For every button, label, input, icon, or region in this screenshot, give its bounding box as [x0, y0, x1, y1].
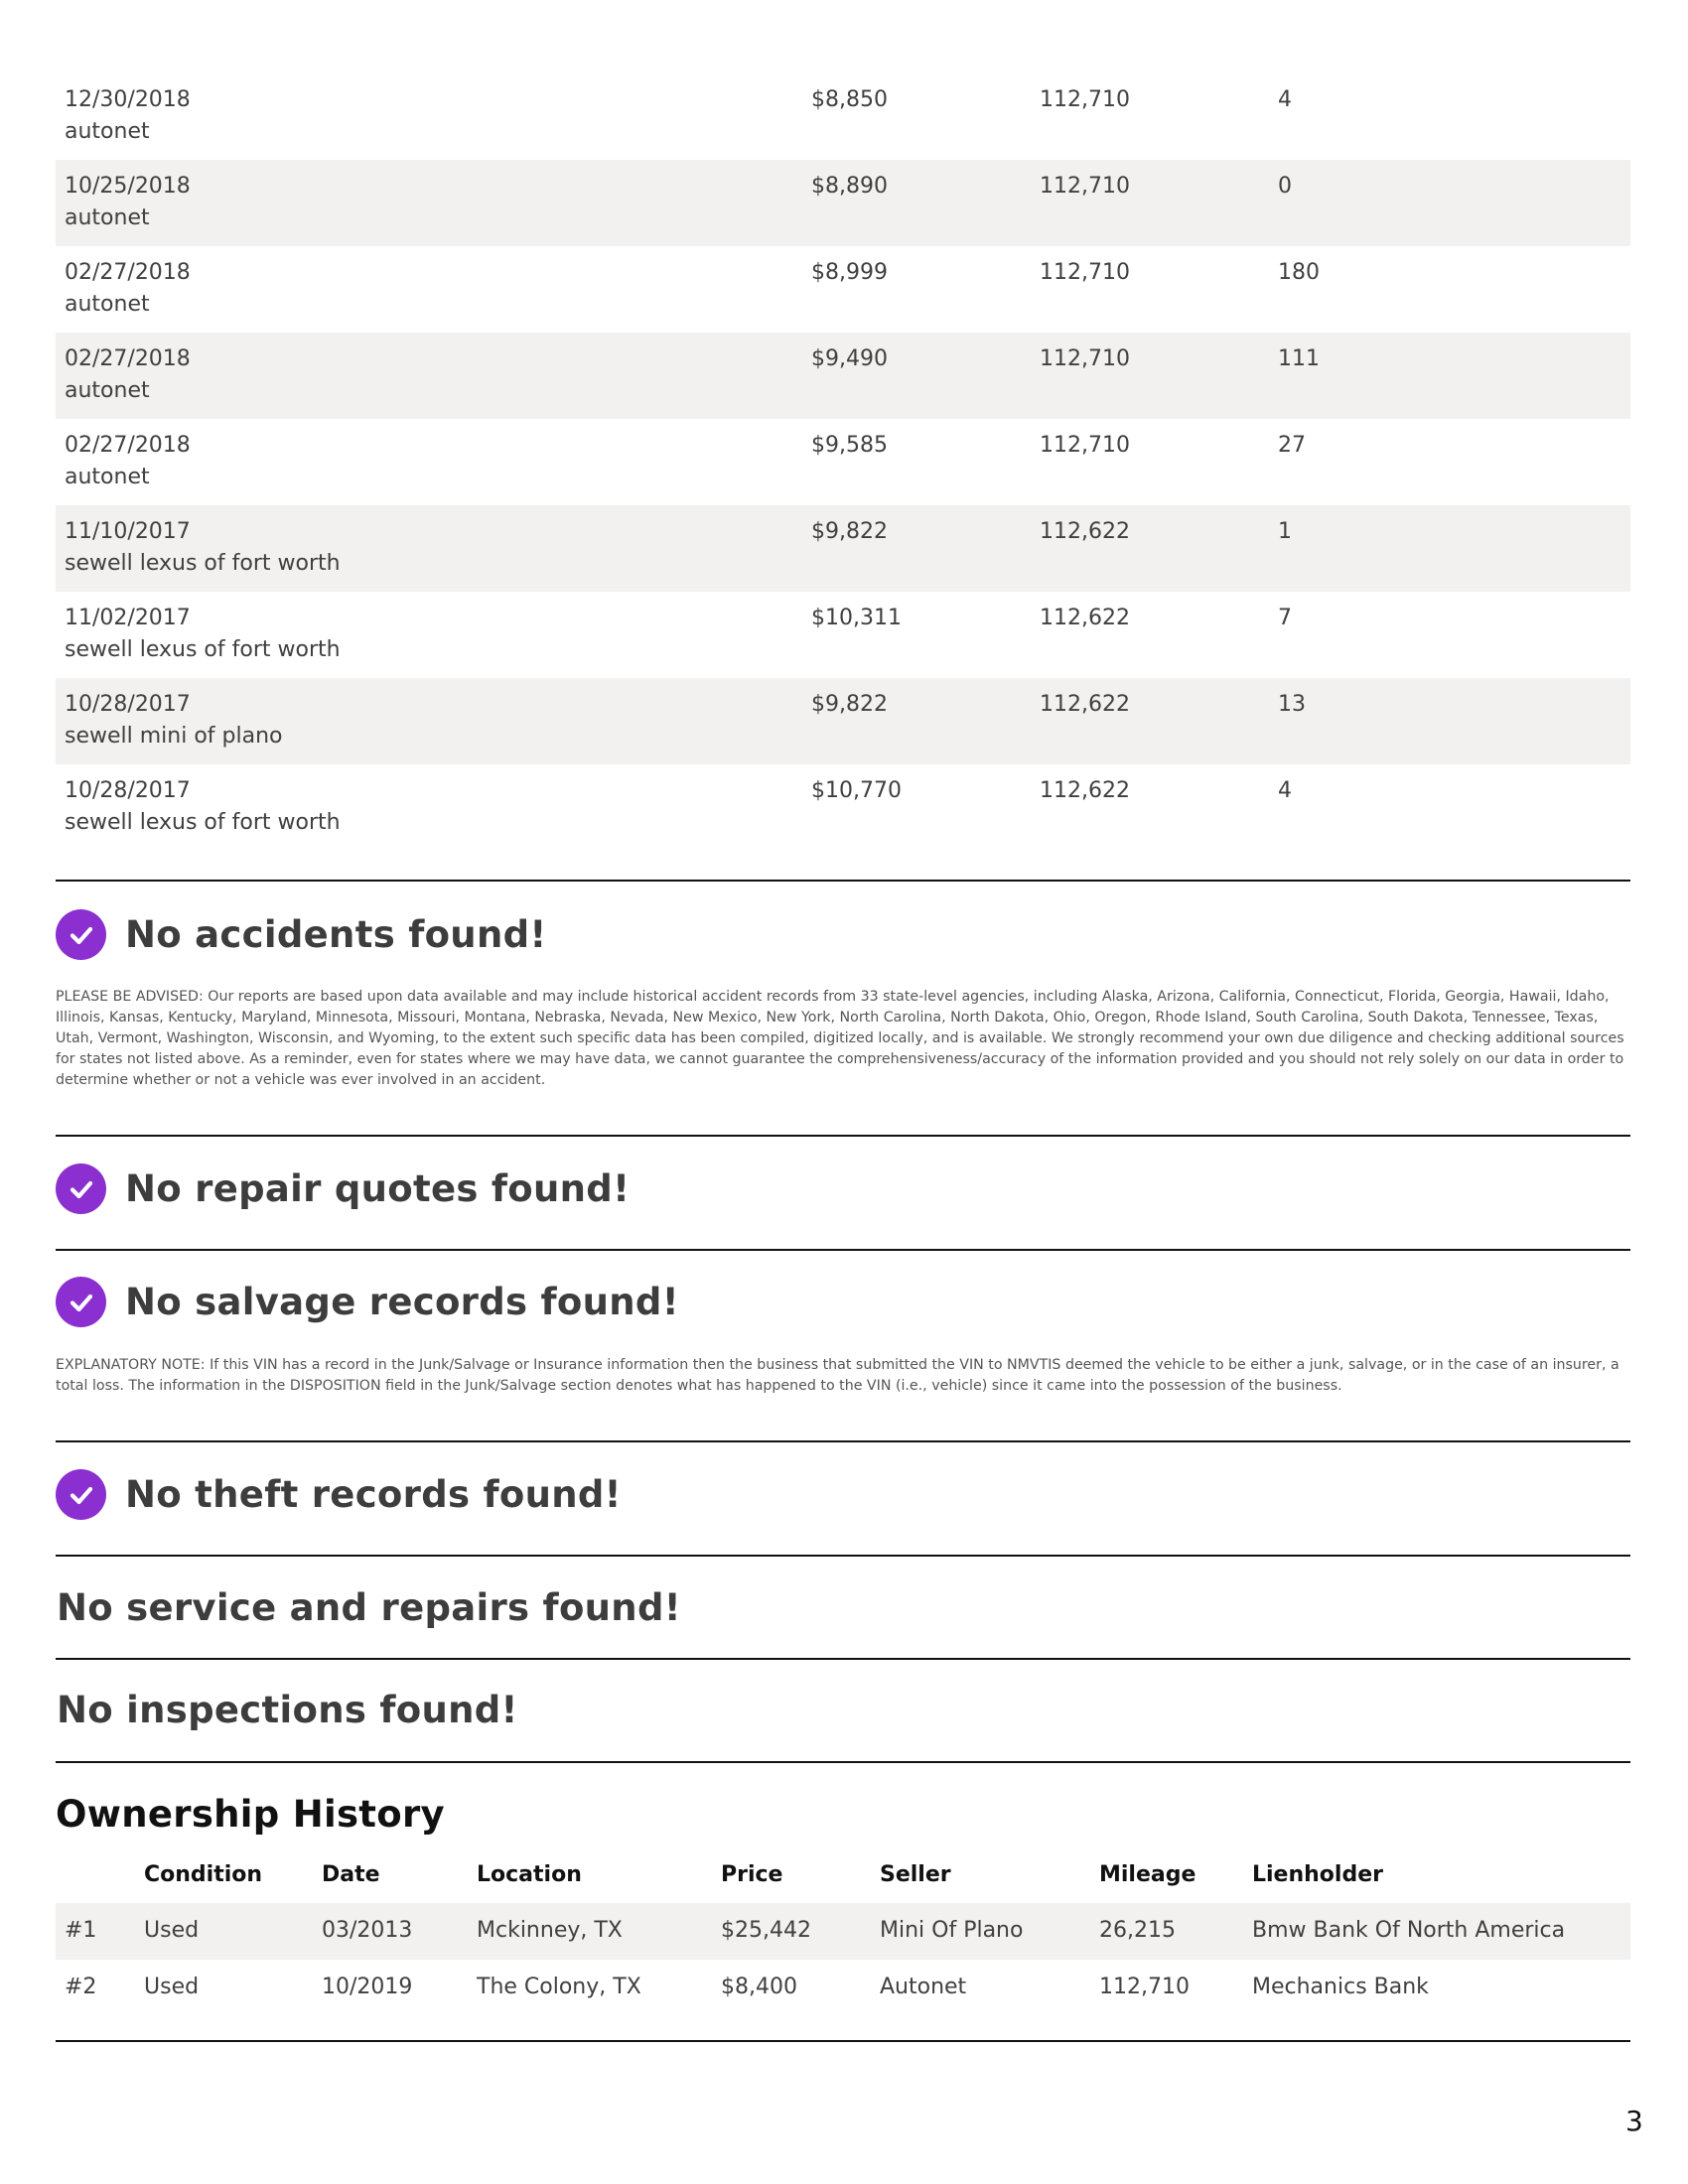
note-lead: EXPLANATORY NOTE: [56, 1357, 206, 1373]
check-circle-icon [56, 1469, 106, 1520]
listing-seller: sewell lexus of fort worth [65, 551, 341, 576]
column-header: Date [322, 1862, 380, 1887]
listing-date: 10/28/2017 [65, 692, 191, 717]
inspections-heading: No inspections found! [57, 1689, 518, 1731]
listing-date: 10/25/2018 [65, 174, 191, 199]
repair-quotes-heading [56, 1163, 630, 1214]
listing-price: $8,999 [811, 260, 888, 285]
listing-mileage: 112,622 [1040, 606, 1130, 630]
listing-date: 02/27/2018 [65, 260, 191, 285]
listing-price: $8,850 [811, 87, 888, 112]
heading-text: No repair quotes found! [125, 1167, 631, 1210]
owner-lienholder: Bmw Bank Of North America [1252, 1918, 1566, 1943]
table-row [56, 246, 1630, 333]
owner-condition: Used [144, 1975, 200, 1999]
accidents-heading [56, 909, 547, 960]
divider [56, 1440, 1630, 1442]
table-row [56, 505, 1630, 592]
table-row [56, 73, 1630, 160]
listing-days: 111 [1278, 346, 1320, 371]
divider [56, 880, 1630, 882]
listing-date: 11/10/2017 [65, 519, 191, 544]
listing-seller: autonet [65, 378, 150, 403]
divider [56, 1658, 1630, 1660]
divider [56, 1555, 1630, 1557]
table-row [56, 764, 1630, 851]
owner-condition: Used [144, 1918, 200, 1943]
table-row [56, 678, 1630, 764]
check-circle-icon [56, 1163, 106, 1214]
listing-days: 180 [1278, 260, 1320, 285]
listing-seller: autonet [65, 205, 150, 230]
column-header: Mileage [1099, 1862, 1196, 1887]
owner-price: $8,400 [721, 1975, 797, 1999]
check-circle-icon [56, 1277, 106, 1327]
listing-price: $9,585 [811, 433, 888, 458]
table-row [56, 333, 1630, 419]
listing-mileage: 112,710 [1040, 433, 1130, 458]
listing-days: 1 [1278, 519, 1292, 544]
theft-heading [56, 1469, 622, 1520]
owner-price: $25,442 [721, 1918, 811, 1943]
table-row [56, 419, 1630, 505]
ownership-table-header [56, 1862, 1630, 1896]
listing-price: $9,822 [811, 519, 888, 544]
table-row [56, 1960, 1630, 2016]
listing-seller: sewell lexus of fort worth [65, 637, 341, 662]
heading-text: No accidents found! [125, 913, 547, 956]
note-body: Our reports are based upon data available and may include historical accident records from 33 state-level agencies, including Alaska, Arizona, California, Connecticut, Florida, Georgia, Hawaii, Idaho, Illinois, Kansas, Kentucky, Maryland, Minnesota, Missouri, Montana, Nebraska, Nevada, New Mexico, New York, North Carolina, North Dakota, Ohio, Oregon, Rhode Island, South Carolina, South Dakota, Tennessee, Texas, Utah, Vermont, Washington, Wisconsin, and Wyoming, to the extent such specific data has been compiled, digitized locally, and is available. We strongly recommend your own due diligence and checking additional sources for states not listed above. As a reminder, even for states where we may have data, we cannot guarantee the comprehensiveness/accuracy of the information provided and you should not rely solely on our data in order to determine whether or not a vehicle was ever involved in an accident. [56, 989, 1624, 1088]
listing-days: 27 [1278, 433, 1306, 458]
owner-mileage: 26,215 [1099, 1918, 1176, 1943]
owner-number: #1 [65, 1918, 97, 1943]
listing-mileage: 112,622 [1040, 519, 1130, 544]
check-circle-icon [56, 909, 106, 960]
owner-seller: Mini Of Plano [880, 1918, 1024, 1943]
listing-seller: autonet [65, 292, 150, 317]
note-lead: PLEASE BE ADVISED: [56, 989, 204, 1005]
owner-number: #2 [65, 1975, 97, 1999]
service-heading: No service and repairs found! [57, 1586, 681, 1629]
listing-seller: sewell mini of plano [65, 724, 283, 749]
owner-date: 10/2019 [322, 1975, 413, 1999]
heading-text: No salvage records found! [125, 1281, 679, 1323]
listing-days: 7 [1278, 606, 1292, 630]
divider [56, 1135, 1630, 1137]
report-page [56, 0, 1630, 1999]
column-header: Location [477, 1862, 582, 1887]
listing-price: $9,822 [811, 692, 888, 717]
ownership-history-title: Ownership History [56, 1793, 445, 1836]
note-body: If this VIN has a record in the Junk/Salvage or Insurance information then the business that submitted the VIN to NMVTIS deemed the vehicle to be either a junk, salvage, or in the case of an insurer, a total loss. The information in the DISPOSITION field in the Junk/Salvage section denotes what has happened to the VIN (i.e., vehicle) since it came into the possession of the business. [56, 1357, 1619, 1394]
owner-seller: Autonet [880, 1975, 967, 1999]
divider [56, 1249, 1630, 1251]
listing-days: 13 [1278, 692, 1306, 717]
divider [56, 1761, 1630, 1763]
owner-mileage: 112,710 [1099, 1975, 1190, 1999]
listing-days: 0 [1278, 174, 1292, 199]
listing-date: 02/27/2018 [65, 433, 191, 458]
column-header: Seller [880, 1862, 951, 1887]
listing-date: 10/28/2017 [65, 778, 191, 803]
listing-days: 4 [1278, 778, 1292, 803]
listing-mileage: 112,622 [1040, 778, 1130, 803]
listing-date: 11/02/2017 [65, 606, 191, 630]
listing-seller: sewell lexus of fort worth [65, 810, 341, 835]
table-row [56, 1903, 1630, 1960]
owner-date: 03/2013 [322, 1918, 413, 1943]
listing-date: 12/30/2018 [65, 87, 191, 112]
divider [56, 2040, 1630, 2042]
listing-history-table [56, 73, 1630, 851]
listing-price: $9,490 [811, 346, 888, 371]
column-header: Lienholder [1252, 1862, 1383, 1887]
owner-lienholder: Mechanics Bank [1252, 1975, 1429, 1999]
heading-text: No theft records found! [125, 1473, 622, 1516]
salvage-explanatory-note [56, 1355, 1630, 1397]
table-row [56, 160, 1630, 246]
listing-mileage: 112,622 [1040, 692, 1130, 717]
listing-mileage: 112,710 [1040, 260, 1130, 285]
listing-price: $10,311 [811, 606, 902, 630]
listing-mileage: 112,710 [1040, 346, 1130, 371]
listing-price: $10,770 [811, 778, 902, 803]
listing-seller: autonet [65, 119, 150, 144]
table-row [56, 592, 1630, 678]
listing-days: 4 [1278, 87, 1292, 112]
listing-price: $8,890 [811, 174, 888, 199]
page-number: 3 [1625, 2105, 1643, 2137]
owner-location: The Colony, TX [477, 1975, 641, 1999]
listing-seller: autonet [65, 465, 150, 489]
listing-date: 02/27/2018 [65, 346, 191, 371]
owner-location: Mckinney, TX [477, 1918, 623, 1943]
listing-mileage: 112,710 [1040, 87, 1130, 112]
column-header: Condition [144, 1862, 263, 1887]
listing-mileage: 112,710 [1040, 174, 1130, 199]
column-header: Price [721, 1862, 783, 1887]
accidents-disclaimer [56, 987, 1630, 1091]
salvage-heading [56, 1277, 679, 1327]
